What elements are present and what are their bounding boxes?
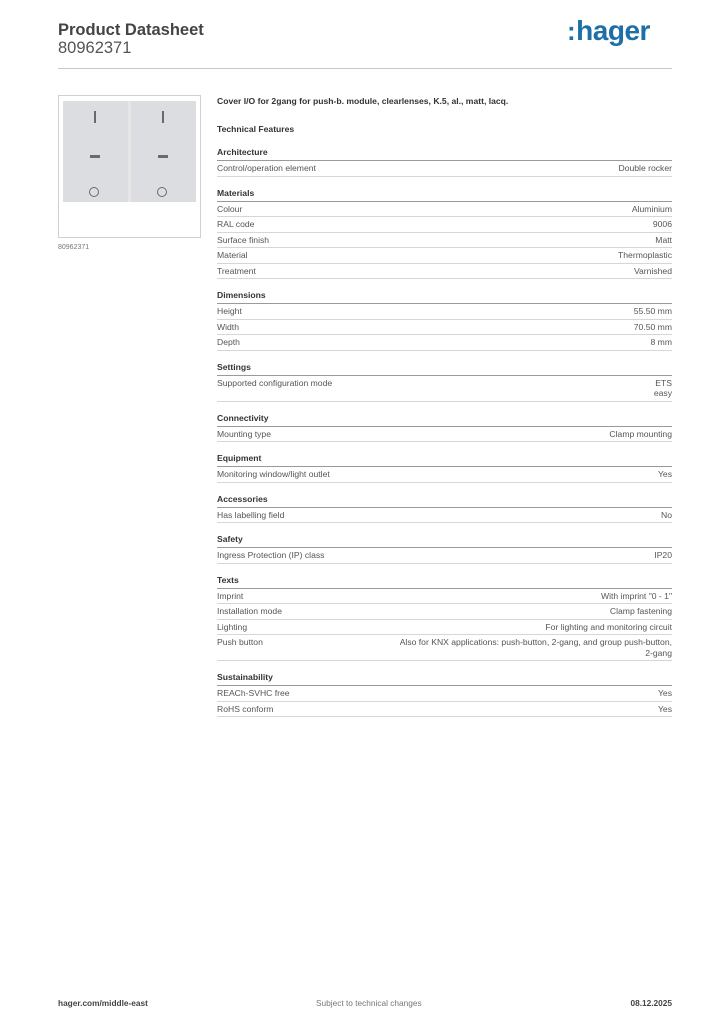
footer-date: 08.12.2025 xyxy=(630,998,672,1008)
spec-value xyxy=(400,637,672,658)
spec-value-line: easy xyxy=(653,388,672,398)
spec-row xyxy=(217,702,672,718)
spec-value-line: IP20 xyxy=(654,550,672,560)
section-title: Settings xyxy=(217,362,672,376)
spec-section xyxy=(217,362,672,402)
section-title: Materials xyxy=(217,188,672,202)
spec-value-line: 9006 xyxy=(652,219,672,229)
spec-label: Mounting type xyxy=(217,428,271,439)
spec-row xyxy=(217,635,672,661)
logo-mark: : xyxy=(567,16,576,46)
spec-value-line: ETS xyxy=(655,377,672,388)
spec-value xyxy=(658,704,672,715)
spec-value-line: Yes xyxy=(657,688,672,698)
spec-value-line: 70.50 mm xyxy=(633,321,672,332)
section-title: Connectivity xyxy=(217,413,672,427)
section-title: Safety xyxy=(217,534,672,548)
spec-label: Imprint xyxy=(217,590,244,601)
spec-row xyxy=(217,233,672,249)
spec-section xyxy=(217,188,672,280)
spec-value-line: Clamp mounting xyxy=(609,428,672,439)
spec-label: Surface finish xyxy=(217,234,270,245)
spec-section xyxy=(217,147,672,177)
spec-row xyxy=(217,217,672,233)
spec-value-line: No xyxy=(661,509,672,520)
spec-row xyxy=(217,304,672,320)
spec-row xyxy=(217,320,672,336)
section-title: Dimensions xyxy=(217,290,672,304)
page-title: Product Datasheet xyxy=(58,21,204,39)
spec-value xyxy=(658,688,672,699)
footer-notice: Subject to technical changes xyxy=(316,998,422,1008)
spec-label: Colour xyxy=(217,203,243,214)
product-image xyxy=(58,95,201,238)
spec-value-line: 2-gang xyxy=(645,647,672,658)
spec-value-line: Clamp fastening xyxy=(609,606,672,616)
spec-label: Lighting xyxy=(217,621,248,632)
off-symbol-icon xyxy=(157,187,167,197)
section-title: Architecture xyxy=(217,147,672,161)
spec-row xyxy=(217,376,672,402)
right-rocker xyxy=(131,101,196,202)
spec-value-line: Aluminium xyxy=(631,203,672,214)
spec-value xyxy=(610,606,672,617)
spec-content xyxy=(217,96,672,728)
left-rocker xyxy=(63,101,128,202)
spec-row xyxy=(217,427,672,443)
spec-section xyxy=(217,413,672,443)
spec-value-line: Yes xyxy=(657,469,672,479)
spec-label: RoHS conform xyxy=(217,703,274,714)
spec-row xyxy=(217,335,672,351)
spec-section xyxy=(217,453,672,483)
section-title: Equipment xyxy=(217,453,672,467)
spec-row xyxy=(217,548,672,564)
spec-section xyxy=(217,672,672,717)
header-divider xyxy=(58,68,672,69)
spec-label: Installation mode xyxy=(217,606,282,616)
spec-value xyxy=(661,510,672,521)
spec-row xyxy=(217,589,672,605)
spec-value-line: Matt xyxy=(655,234,672,245)
spec-row xyxy=(217,620,672,636)
spec-value xyxy=(619,163,673,174)
spec-value xyxy=(634,306,672,317)
spec-value-line: Varnished xyxy=(633,265,672,276)
spec-value-line: 8 mm xyxy=(650,337,672,347)
spec-row xyxy=(217,202,672,218)
spec-row xyxy=(217,604,672,620)
on-symbol-icon xyxy=(94,111,96,123)
spec-row xyxy=(217,264,672,280)
off-symbol-icon xyxy=(89,187,99,197)
spec-value xyxy=(609,429,672,440)
spec-value xyxy=(658,469,672,480)
spec-row xyxy=(217,508,672,524)
image-caption: 80962371 xyxy=(58,244,90,251)
product-cover-illustration xyxy=(63,101,196,202)
product-number: 80962371 xyxy=(58,39,132,57)
spec-row xyxy=(217,161,672,177)
spec-value xyxy=(653,219,672,230)
spec-value-line: Also for KNX applications: push-button, 2-gang, and group push-button, xyxy=(399,637,672,647)
spec-value-line: Thermoplastic xyxy=(618,250,672,260)
spec-value xyxy=(651,337,672,348)
spec-value xyxy=(545,622,672,633)
spec-row xyxy=(217,686,672,702)
on-symbol-icon xyxy=(162,111,164,123)
technical-features-heading: Technical Features xyxy=(217,124,295,134)
spec-label: RAL code xyxy=(217,219,255,229)
spec-value xyxy=(654,378,672,399)
spec-label: REACh-SVHC free xyxy=(217,688,290,698)
spec-label: Ingress Protection (IP) class xyxy=(217,550,325,560)
spec-label: Treatment xyxy=(217,265,256,276)
spec-value xyxy=(632,204,672,215)
spec-label: Control/operation element xyxy=(217,163,316,173)
spec-label: Depth xyxy=(217,337,240,347)
spec-row xyxy=(217,248,672,264)
product-description: Cover I/O for 2gang for push-b. module, clearlenses, K.5, al., matt, lacq. xyxy=(217,96,509,106)
spec-value xyxy=(655,235,672,246)
spec-value-line: For lighting and monitoring circuit xyxy=(545,621,672,632)
spec-sections xyxy=(217,147,672,717)
spec-section xyxy=(217,534,672,564)
spec-label: Material xyxy=(217,250,248,260)
spec-label: Width xyxy=(217,321,239,332)
spec-value-line: Double rocker xyxy=(618,163,672,173)
spec-value-line: Yes xyxy=(657,703,672,714)
spec-value xyxy=(601,591,672,602)
spec-label: Push button xyxy=(217,637,263,647)
lens-slot-icon xyxy=(158,155,168,158)
spec-section xyxy=(217,575,672,662)
section-title: Sustainability xyxy=(217,672,672,686)
spec-section xyxy=(217,494,672,524)
spec-value xyxy=(634,322,672,333)
lens-slot-icon xyxy=(90,155,100,158)
spec-section xyxy=(217,290,672,351)
hager-logo xyxy=(567,15,650,47)
section-title: Accessories xyxy=(217,494,672,508)
spec-value xyxy=(618,250,672,261)
spec-value xyxy=(634,266,672,277)
logo-text: hager xyxy=(576,15,650,46)
spec-label: Monitoring window/light outlet xyxy=(217,469,330,479)
spec-row xyxy=(217,467,672,483)
spec-value-line: 55.50 mm xyxy=(633,306,672,316)
spec-label: Height xyxy=(217,306,242,316)
spec-value-line: With imprint "0 - 1" xyxy=(600,590,672,601)
spec-value xyxy=(654,550,672,561)
footer-website-link[interactable]: hager.com/middle-east xyxy=(58,998,148,1008)
spec-label: Has labelling field xyxy=(217,509,285,520)
section-title: Texts xyxy=(217,575,672,589)
spec-label: Supported configuration mode xyxy=(217,377,333,388)
